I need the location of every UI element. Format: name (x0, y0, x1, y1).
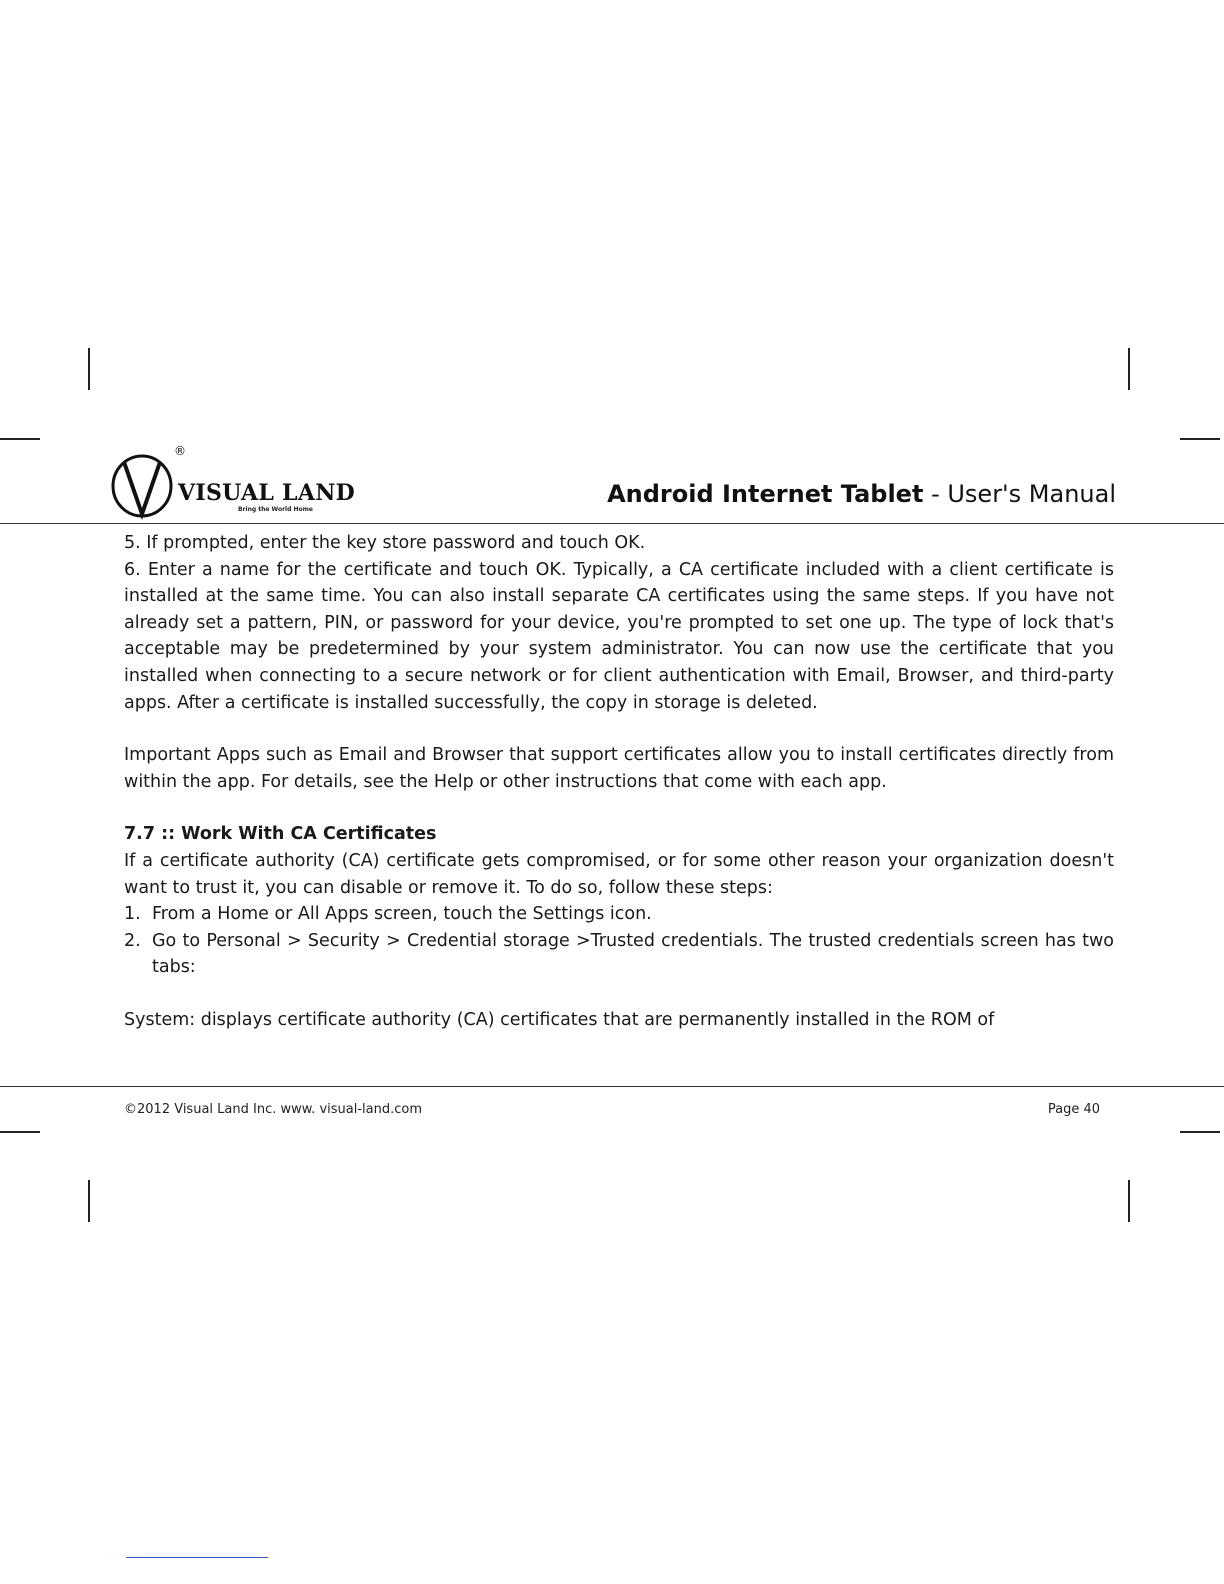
crop-mark-left-lower (0, 1131, 40, 1133)
crop-mark-top-left (88, 348, 90, 390)
footer-copyright: ©2012 Visual Land Inc. www. visual-land.com (124, 1102, 422, 1117)
crop-mark-right-lower (1180, 1131, 1220, 1133)
page-number: Page 40 (1047, 1102, 1100, 1117)
important-paragraph: Important Apps such as Email and Browser that support certificates allow you to install certificates directly from within the app. For details, see the Help or other instructions that come with each app. (124, 745, 1114, 792)
system-tab-paragraph: System: displays certificate authority (CA) certificates that are permanently installed in the ROM of (124, 1009, 995, 1030)
header-rule (0, 523, 1224, 524)
brand-logo (108, 444, 368, 522)
logo-wordmark: VISUAL LAND (178, 480, 355, 506)
list-item (124, 901, 1114, 928)
crop-mark-left-upper (0, 438, 40, 440)
logo-tagline: Bring the World Home (238, 506, 313, 513)
manual-title-product: Android Internet Tablet (607, 480, 924, 508)
list-item-number: 2. (124, 930, 141, 951)
registered-mark: ® (174, 444, 186, 458)
logo-v-emblem-icon (108, 450, 178, 520)
list-item-number: 1. (124, 904, 141, 925)
step-6-paragraph: 6. Enter a name for the certificate and touch OK. Typically, a CA certificate included with a client certificate is installed at the same time. You can also install separate CA certificates using the same steps. If you have not already set a pattern, PIN, or password for your device, you're prompted to set one up. The type of lock that's acceptable may be predetermined by your system administrator. You can now use the certificate that you installed when connecting to a secure network or for client authentication with Email, Browser, and third-party apps. After a certificate is installed successfully, the copy in storage is deleted. (124, 559, 1114, 713)
bottom-underline (126, 1557, 268, 1558)
manual-title (607, 480, 1116, 508)
crop-mark-top-right (1128, 348, 1130, 390)
footer-rule (0, 1086, 1224, 1087)
list-item-text: From a Home or All Apps screen, touch the Settings icon. (152, 904, 652, 925)
list-item-text: Go to Personal > Security > Credential storage >Trusted credentials. The trusted credentials screen has two tabs: (152, 930, 1114, 978)
crop-mark-bottom-left (88, 1180, 90, 1222)
step-5-paragraph: 5. If prompted, enter the key store password and touch OK. (124, 533, 646, 553)
page-body (124, 530, 1114, 1034)
crop-mark-bottom-right (1128, 1180, 1130, 1222)
manual-title-suffix: - User's Manual (923, 480, 1116, 508)
section-heading: 7.7 :: Work With CA Certificates (124, 824, 437, 845)
section-intro-paragraph: If a certificate authority (CA) certificate gets compromised, or for some other reason your organization doesn't want to trust it, you can disable or remove it. To do so, follow these steps: (124, 850, 1114, 898)
list-item (124, 928, 1114, 981)
crop-mark-right-upper (1180, 438, 1220, 440)
